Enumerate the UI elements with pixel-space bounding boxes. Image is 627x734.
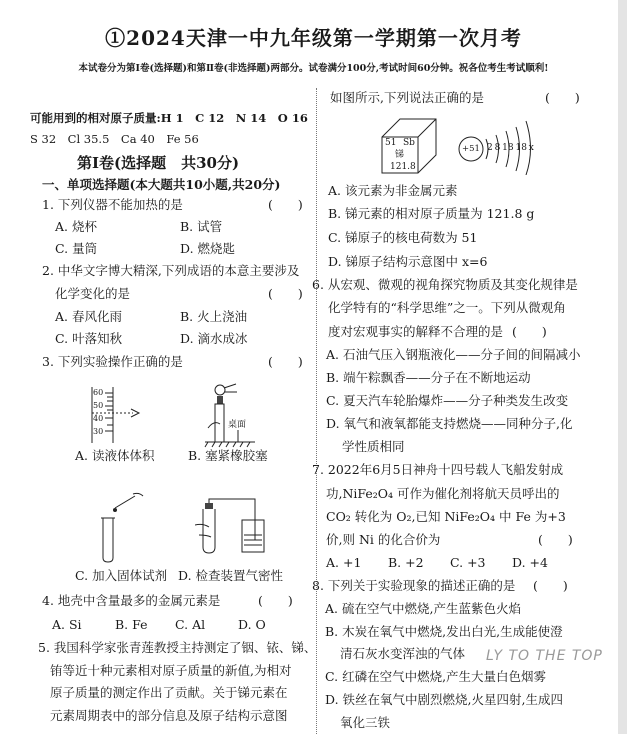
q7-option-b[interactable]: B. +2 [388,555,424,570]
q4-option-a[interactable]: A. Si [52,617,82,632]
atom-shells: 2 8 18 18 x [487,143,534,153]
q6-option-c[interactable]: C. 夏天汽车轮胎爆炸——分子种类发生改变 [326,393,569,408]
q7-stem-line4: 价,则 Ni 的化合价为 [326,532,441,547]
q3-stem: 3. 下列实验操作正确的是 [42,354,183,369]
q2-option-a[interactable]: A. 春风化雨 [55,309,122,324]
page-edge [618,0,627,734]
q3-option-b[interactable]: B. 塞紧橡胶塞 [188,448,268,463]
element-mass: 121.8 [390,162,416,172]
stopper-figure [200,378,260,448]
q6-option-d[interactable]: D. 氧气和液氧都能支持燃烧——同种分子,化 [326,416,573,431]
q1-option-a[interactable]: A. 烧杯 [55,219,97,234]
q8-option-d[interactable]: D. 铁丝在氧气中剧烈燃烧,火星四射,生成四 [325,692,563,707]
q5-option-b[interactable]: B. 锑元素的相对原子质量为 121.8 g [328,206,535,221]
q2-stem-line1: 2. 中华文字博大精深,下列成语的本意主要涉及 [42,263,300,278]
q5-stem-line1: 5. 我国科学家张青莲教授主持测定了铟、铱、锑、 [38,640,317,655]
exam-intro: 本试卷分为第Ⅰ卷(选择题)和第Ⅱ卷(非选择题)两部分。试卷满分100分,考试时间60分钟。祝各位考生考试顺利! [78,63,549,74]
atomic-masses-line1: 可能用到的相对原子质量:H 1 C 12 N 14 O 16 [30,111,308,125]
part-heading: 一、单项选择题(本大题共10小题,共20分) [42,177,281,192]
element-number: 51 [385,138,397,148]
q6-stem-line2: 化学特有的“科学思维”之一。下列从微观角 [328,300,566,315]
q1-answer-blank[interactable]: ( ) [268,197,303,212]
q2-option-b[interactable]: B. 火上浇油 [180,309,248,324]
q6-stem-line3: 度对宏观事实的解释不合理的是 [328,324,504,339]
q6-stem-line1: 6. 从宏观、微观的视角探究物质及其变化规律是 [312,277,578,292]
q2-stem-line2: 化学变化的是 [55,286,131,301]
q6-answer-blank[interactable]: ( ) [512,324,547,339]
q8-option-d-cont: 氧化三铁 [340,715,391,730]
q3-option-a[interactable]: A. 读液体体积 [75,448,155,463]
q4-option-d[interactable]: D. O [238,617,266,632]
q5-stem-line2: 铕等近十种元素相对原子质量的新值,为相对 [50,663,292,678]
scale-30: 30 [93,427,104,436]
q1-option-d[interactable]: D. 燃烧匙 [180,241,236,256]
section-heading: 第Ⅰ卷(选择题 共30分) [76,154,240,172]
q1-option-b[interactable]: B. 试管 [180,219,223,234]
q6-option-b[interactable]: B. 端午粽飘香——分子在不断地运动 [326,370,531,385]
exam-title: ①2024天津一中九年级第一学期第一次月考 [105,26,522,50]
q6-option-a[interactable]: A. 石油气压入钢瓶液化——分子间的间隔减小 [326,347,581,362]
q8-option-b-cont: 清石灰水变浑浊的气体 [340,646,466,661]
atomic-masses-line2: S 32 Cl 35.5 Ca 40 Fe 56 [30,132,199,146]
q8-option-a[interactable]: A. 硫在空气中燃烧,产生蓝紫色火焰 [325,601,521,616]
q8-option-b[interactable]: B. 木炭在氧气中燃烧,发出白光,生成能使澄 [325,624,563,639]
q1-stem: 1. 下列仪器不能加热的是 [42,197,183,212]
q5-answer-blank[interactable]: ( ) [545,90,580,105]
q8-answer-blank[interactable]: ( ) [533,578,568,593]
watermark: LY TO THE TOP [486,648,603,664]
q7-option-c[interactable]: C. +3 [450,555,486,570]
q4-option-b[interactable]: B. Fe [115,617,148,632]
q1-option-c[interactable]: C. 量筒 [55,241,98,256]
desk-label: 桌面 [228,420,247,430]
solid-reagent-figure [95,488,145,563]
scale-40: 40 [93,414,104,423]
q7-stem-line2: 功,NiFe₂O₄ 可作为催化剂将航天员呼出的 [326,486,560,501]
atom-nucleus: +51 [462,144,480,154]
element-name: 锑 [395,150,405,160]
q5-stem-line3: 原子质量的测定作出了贡献。关于锑元素在 [50,685,288,700]
q7-stem-line1: 7. 2022年6月5日神舟十四号载人飞船发射成 [312,462,564,477]
column-divider [316,88,317,734]
q7-option-d[interactable]: D. +4 [512,555,548,570]
q8-stem: 8. 下列关于实验现象的描述正确的是 [312,578,516,593]
q7-answer-blank[interactable]: ( ) [538,532,573,547]
q3-answer-blank[interactable]: ( ) [268,354,303,369]
q5-option-d[interactable]: D. 锑原子结构示意图中 x=6 [328,254,488,269]
q3-option-c[interactable]: C. 加入固体试剂 [75,568,168,583]
q5-stem-line5: 如图所示,下列说法正确的是 [330,90,484,105]
q7-stem-line3: CO₂ 转化为 O₂,已知 NiFe₂O₄ 中 Fe 为+3 [326,509,566,524]
q2-option-c[interactable]: C. 叶落知秋 [55,331,123,346]
q3-option-d[interactable]: D. 检查装置气密性 [178,568,284,583]
q8-option-c[interactable]: C. 红磷在空气中燃烧,产生大量白色烟雾 [325,669,547,684]
scale-50: 50 [93,401,104,410]
q7-option-a[interactable]: A. +1 [326,555,362,570]
airtightness-figure [195,495,270,560]
q5-stem-line4: 元素周期表中的部分信息及原子结构示意图 [50,708,288,723]
q2-answer-blank[interactable]: ( ) [268,286,303,301]
q5-option-a[interactable]: A. 该元素为非金属元素 [328,183,458,198]
q2-option-d[interactable]: D. 滴水成冰 [180,331,248,346]
q4-option-c[interactable]: C. Al [175,617,206,632]
q5-option-c[interactable]: C. 锑原子的核电荷数为 51 [328,230,478,245]
q4-stem: 4. 地壳中含量最多的金属元素是 [42,593,221,608]
element-symbol: Sb [403,138,415,148]
q4-answer-blank[interactable]: ( ) [258,593,293,608]
q6-option-d-cont: 学性质相同 [342,439,405,454]
scale-60: 60 [93,388,104,397]
